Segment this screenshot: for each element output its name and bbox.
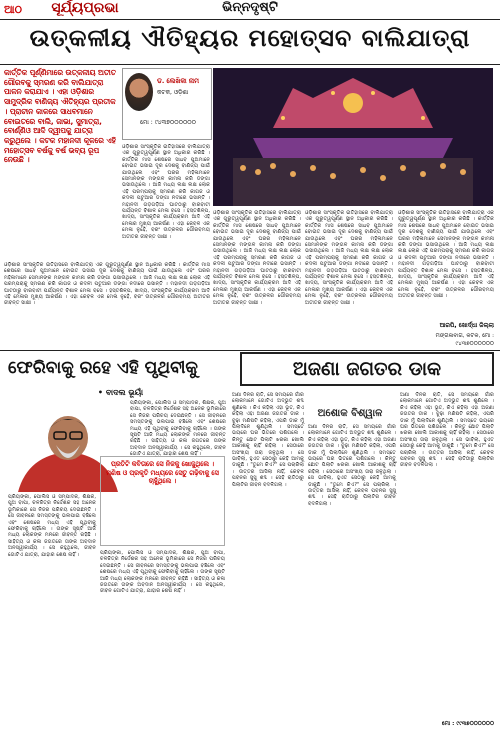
page-header — [0, 0, 500, 20]
article1-column-3: ଓଡ଼ିଶାର ସାଂସ୍କୃତିକ ଇତିହାସରେ ବାଲିଯାତ୍ରା ଏକ ଗୁରୁତ୍ୱପୂର୍ଣ୍ଣ ସ୍ଥାନ ଅଧିକାର କରିଛି । କାର୍ତ୍ତିକ ମାସ ଶେଷରେ ସାଧବ ପୁଅମାନେ ବୋଇତ ଭସାଇ ଦୂର ଦେଶକୁ ବାଣିଜ୍ୟ ପାଇଁ ଯାଉଥିଲେ ଏବଂ ଘରର ମହିଳାମାନେ ସେମାନଙ୍କ ମଙ୍ଗଳ କାମନା କରି ଡଙ୍ଗା ଭସାଉଥିଲେ । ଆଜି ମଧ୍ୟ ଲକ୍ଷ ଲକ୍ଷ ଲୋକ ଏହି ପରମ୍ପରାକୁ ସ୍ମରଣ କରି କାଗଜ ଓ କଦଳୀ ପଟୁଆର ଡଙ୍ଗା ନଦୀରେ ଭସାନ୍ତି । ମହାନଦୀ ଗଡ଼ଗଡ଼ିଆ ଘାଟଠାରୁ ବାରବାଟୀ ପର୍ଯ୍ୟନ୍ତ ବିଶାଳ ମେଳା ବସେ । ହସ୍ତଶିଳ୍ପ, ଖାଦ୍ୟ, ସାଂସ୍କୃତିକ କାର୍ଯ୍ୟକ୍ରମ ଆଦି ଏହି ମେଳାର ମୁଖ୍ୟ ଆକର୍ଷଣ । ଏହା କେବଳ ଏକ ମେଳା ନୁହେଁ, ବରଂ ଉତ୍କଳର ଗୌରବମୟ ଅତୀତର ଜୀବନ୍ତ ସାକ୍ଷୀ । — [305, 210, 393, 306]
author-box — [122, 68, 212, 140]
article2-column-2: ପ୍ରିୟଙ୍କା, ପୋଲିସ ଓ ସମ୍ପାଦକ, ଶିକ୍ଷକ, ପୁଅ ବାପା, ଚଳଚ୍ଚିତ୍ର ନିର୍ଦ୍ଦେଶକ ସହ ଅନେକ ଭୂମିକାରେ ସେ ନିଜର ପରିଚୟ ଦେଇଛନ୍ତି । ସେ ଜୀବନରେ ସମସ୍ତଙ୍କୁ ଭଲପାଇ ବଞ୍ଚିଲେ ଏବଂ ଶେଷରେ ମଧ୍ୟ ଏହି ପୃଥିବୀକୁ ଫେରିବାକୁ ଚାହିଁଲେ । ତାଙ୍କ ସୃଷ୍ଟି ଆଜି ମଧ୍ୟ ଲୋକଙ୍କ ମନରେ ଜୀବନ୍ତ ରହିଛି । ସାହିତ୍ୟ ଓ କଳା ଜଗତରେ ତାଙ୍କ ଅବଦାନ ଅନସ୍ୱୀକାର୍ଯ୍ୟ । ସେ କହୁଥିଲେ, ଜୀବନ ଗୋଟିଏ ଯାତ୍ରା, ଯାହାର ଶେଷ ନାହିଁ । — [100, 550, 225, 595]
divider — [0, 64, 500, 65]
article2-byline: • ବାଦଲ ଭୂୟାଁ — [97, 388, 144, 397]
page-number: ଆଠ — [4, 3, 22, 16]
article1-signature-address: ମଙ୍ଗଳାବାଗ, କଟକ, ମୋ : ୯୪୩୭୦୦୦୦୦୦ — [435, 333, 494, 347]
article3-column: ଅଣା ଦିନର ରାତି, ସେ ସମୟରେ ଗାଁର ଲୋକମାନେ ଗୋଟିଏ ଅଦ୍ଭୁତ ଶବ୍ଦ ଶୁଣିଲେ । କିଏ କହିଲା ଏହା ଭୂତ, କିଏ କହିଲା ଏହା ଅଜଣା ଜଗତର ଡାକ । ବୁଢ଼ା ମଣିଷଟି କହିଲା, ଏପରି ଡାକ ମୁଁ ପିଲାଦିନେ ଶୁଣିଥିଲି । ସମସ୍ତେ ଭୟରେ ଘର ଭିତରେ ପଶିଗଲେ । କିନ୍ତୁ ଛୋଟ ପିଲାଟି ଝରକା ଖୋଲି ଆକାଶକୁ ଚାହିଁ ରହିଲା । ସେଠାରେ ଅସଂଖ୍ୟ ତାରା ଜଳୁଥିଲା । ସେ ଭାବିଲା, ହୁଏତ ସେଠାରୁ କେହି ଆମକୁ ଡାକୁଛି । "ତୁମେ କିଏ?" ସେ ପଚାରିଲା । ଉତ୍ତର ଆସିଲା ନାହିଁ, କେବଳ ପବନର ସୁସୁ ଶବ୍ଦ । ସେହି ରାତିଠାରୁ ପିଲାଟିର ଜୀବନ ବଦଳିଗଲା । — [232, 392, 304, 488]
article1-column-5: ଓଡ଼ିଶାର ସାଂସ୍କୃତିକ ଇତିହାସରେ ବାଲିଯାତ୍ରା ଏକ ଗୁରୁତ୍ୱପୂର୍ଣ୍ଣ ସ୍ଥାନ ଅଧିକାର କରିଛି । କାର୍ତ୍ତିକ ମାସ ଶେଷରେ ସାଧବ ପୁଅମାନେ ବୋଇତ ଭସାଇ ଦୂର ଦେଶକୁ ବାଣିଜ୍ୟ ପାଇଁ ଯାଉଥିଲେ ଏବଂ ଘରର ମହିଳାମାନେ ସେମାନଙ୍କ ମଙ୍ଗଳ କାମନା କରି ଡଙ୍ଗା ଭସାଉଥିଲେ । ଆଜି ମଧ୍ୟ ଲକ୍ଷ ଲକ୍ଷ ଲୋକ ଏହି ପରମ୍ପରାକୁ ସ୍ମରଣ କରି କାଗଜ ଓ କଦଳୀ ପଟୁଆର ଡଙ୍ଗା ନଦୀରେ ଭସାନ୍ତି । ମହାନଦୀ ଗଡ଼ଗଡ଼ିଆ ଘାଟଠାରୁ ବାରବାଟୀ ପର୍ଯ୍ୟନ୍ତ ବିଶାଳ ମେଳା ବସେ । ହସ୍ତଶିଳ୍ପ, ଖାଦ୍ୟ, ସାଂସ୍କୃତିକ କାର୍ଯ୍ୟକ୍ରମ ଆଦି ଏହି ମେଳାର ମୁଖ୍ୟ ଆକର୍ଷଣ । ଏହା କେବଳ ଏକ ମେଳା ନୁହେଁ, ବରଂ ଉତ୍କଳର ଗୌରବମୟ ଅତୀତର ଜୀବନ୍ତ ସାକ୍ଷୀ । — [4, 262, 210, 307]
festival-illustration — [213, 68, 493, 206]
author-name: ଡ. ଲେଖିକା ନାମ — [157, 77, 199, 85]
article1-column-4: ଓଡ଼ିଶାର ସାଂସ୍କୃତିକ ଇତିହାସରେ ବାଲିଯାତ୍ରା ଏକ ଗୁରୁତ୍ୱପୂର୍ଣ୍ଣ ସ୍ଥାନ ଅଧିକାର କରିଛି । କାର୍ତ୍ତିକ ମାସ ଶେଷରେ ସାଧବ ପୁଅମାନେ ବୋଇତ ଭସାଇ ଦୂର ଦେଶକୁ ବାଣିଜ୍ୟ ପାଇଁ ଯାଉଥିଲେ ଏବଂ ଘରର ମହିଳାମାନେ ସେମାନଙ୍କ ମଙ୍ଗଳ କାମନା କରି ଡଙ୍ଗା ଭସାଉଥିଲେ । ଆଜି ମଧ୍ୟ ଲକ୍ଷ ଲକ୍ଷ ଲୋକ ଏହି ପରମ୍ପରାକୁ ସ୍ମରଣ କରି କାଗଜ ଓ କଦଳୀ ପଟୁଆର ଡଙ୍ଗା ନଦୀରେ ଭସାନ୍ତି । ମହାନଦୀ ଗଡ଼ଗଡ଼ିଆ ଘାଟଠାରୁ ବାରବାଟୀ ପର୍ଯ୍ୟନ୍ତ ବିଶାଳ ମେଳା ବସେ । ହସ୍ତଶିଳ୍ପ, ଖାଦ୍ୟ, ସାଂସ୍କୃତିକ କାର୍ଯ୍ୟକ୍ରମ ଆଦି ଏହି ମେଳାର ମୁଖ୍ୟ ଆକର୍ଷଣ । ଏହା କେବଳ ଏକ ମେଳା ନୁହେଁ, ବରଂ ଉତ୍କଳର ଗୌରବମୟ ଅତୀତର ଜୀବନ୍ତ ସାକ୍ଷୀ । — [398, 210, 494, 300]
pull-quote — [100, 456, 225, 546]
divider — [0, 350, 500, 351]
article3-subhead: ଅଶୋକ ବିଶ୍ୱାଳ — [317, 408, 383, 419]
article3-headline: ଅଜଣା ଜଗତର ଡାକ — [240, 352, 494, 386]
article1-lead: କାର୍ତ୍ତିକ ପୂର୍ଣ୍ଣିମାରେ ଉତ୍କଳୀୟ ଅତୀତ ଗୌରବକୁ ସ୍ମରଣ କରି ବାଲିଯାତ୍ରା ପାଳନ କରାଯାଏ । ଏହା ଓଡ଼ିଶାର ସାମୁଦ୍ରିକ ବାଣିଜ୍ୟ ଐତିହ୍ୟର ପ୍ରତୀକ । ପ୍ରାଚୀନ କାଳରେ ସାଧବମାନେ ବୋଇତରେ ବାଲି, ଜାଭା, ସୁମାତ୍ରା, ବୋର୍ଣ୍ଣିଓ ଆଦି ଦ୍ୱୀପକୁ ଯାତ୍ରା କରୁଥିଲେ । କଟକ ମହାନଦୀ କୂଳରେ ଏହି ମହୋତ୍ସବ ବର୍ଷକୁ ବର୍ଷ ଭବ୍ୟ ରୂପ ନେଉଛି । — [4, 68, 117, 165]
article1-headline: ଉତ୍କଳୀୟ ଐତିହ୍ୟର ମହୋତ୍ସବ ବାଲିଯାତ୍ରା — [29, 24, 471, 52]
author-phone: ମୋ : ୯୪୩୭୦୦୦୦୦୦ — [140, 119, 196, 126]
author-location: କଟକ, ଓଡ଼ିଶା — [157, 89, 189, 96]
author-photo — [125, 73, 153, 111]
article2-column: ପ୍ରିୟଙ୍କା, ପୋଲିସ ଓ ସମ୍ପାଦକ, ଶିକ୍ଷକ, ପୁଅ ବାପା, ଚଳଚ୍ଚିତ୍ର ନିର୍ଦ୍ଦେଶକ ସହ ଅନେକ ଭୂମିକାରେ ସେ ନିଜର ପରିଚୟ ଦେଇଛନ୍ତି । ସେ ଜୀବନରେ ସମସ୍ତଙ୍କୁ ଭଲପାଇ ବଞ୍ଚିଲେ ଏବଂ ଶେଷରେ ମଧ୍ୟ ଏହି ପୃଥିବୀକୁ ଫେରିବାକୁ ଚାହିଁଲେ । ତାଙ୍କ ସୃଷ୍ଟି ଆଜି ମଧ୍ୟ ଲୋକଙ୍କ ମନରେ ଜୀବନ୍ତ ରହିଛି । ସାହିତ୍ୟ ଓ କଳା ଜଗତରେ ତାଙ୍କ ଅବଦାନ ଅନସ୍ୱୀକାର୍ଯ୍ୟ । ସେ କହୁଥିଲେ, ଜୀବନ ଗୋଟିଏ ଯାତ୍ରା, ଯାହାର ଶେଷ ନାହିଁ । — [8, 494, 96, 558]
section-title: ଭିନ୍ନଦୃଷ୍ଟି — [222, 0, 278, 15]
article3-column-2: ଅଣା ଦିନର ରାତି, ସେ ସମୟରେ ଗାଁର ଲୋକମାନେ ଗୋଟିଏ ଅଦ୍ଭୁତ ଶବ୍ଦ ଶୁଣିଲେ । କିଏ କହିଲା ଏହା ଭୂତ, କିଏ କହିଲା ଏହା ଅଜଣା ଜଗତର ଡାକ । ବୁଢ଼ା ମଣିଷଟି କହିଲା, ଏପରି ଡାକ ମୁଁ ପିଲାଦିନେ ଶୁଣିଥିଲି । ସମସ୍ତେ ଭୟରେ ଘର ଭିତରେ ପଶିଗଲେ । କିନ୍ତୁ ଛୋଟ ପିଲାଟି ଝରକା ଖୋଲି ଆକାଶକୁ ଚାହିଁ ରହିଲା । ସେଠାରେ ଅସଂଖ୍ୟ ତାରା ଜଳୁଥିଲା । ସେ ଭାବିଲା, ହୁଏତ ସେଠାରୁ କେହି ଆମକୁ ଡାକୁଛି । "ତୁମେ କିଏ?" ସେ ପଚାରିଲା । ଉତ୍ତର ଆସିଲା ନାହିଁ, କେବଳ ପବନର ସୁସୁ ଶବ୍ଦ । ସେହି ରାତିଠାରୁ ପିଲାଟିର ଜୀବନ ବଦଳିଗଲା । — [308, 424, 396, 507]
article2-headline: ଫେରିବାକୁ ରହେ ଏହି ପୃଥିବୀକୁ — [8, 358, 233, 386]
masthead: ସୂର୍ଯ୍ୟପ୍ରଭା — [51, 0, 119, 16]
article1-column: ଓଡ଼ିଶାର ସାଂସ୍କୃତିକ ଇତିହାସରେ ବାଲିଯାତ୍ରା ଏକ ଗୁରୁତ୍ୱପୂର୍ଣ୍ଣ ସ୍ଥାନ ଅଧିକାର କରିଛି । କାର୍ତ୍ତିକ ମାସ ଶେଷରେ ସାଧବ ପୁଅମାନେ ବୋଇତ ଭସାଇ ଦୂର ଦେଶକୁ ବାଣିଜ୍ୟ ପାଇଁ ଯାଉଥିଲେ ଏବଂ ଘରର ମହିଳାମାନେ ସେମାନଙ୍କ ମଙ୍ଗଳ କାମନା କରି ଡଙ୍ଗା ଭସାଉଥିଲେ । ଆଜି ମଧ୍ୟ ଲକ୍ଷ ଲକ୍ଷ ଲୋକ ଏହି ପରମ୍ପରାକୁ ସ୍ମରଣ କରି କାଗଜ ଓ କଦଳୀ ପଟୁଆର ଡଙ୍ଗା ନଦୀରେ ଭସାନ୍ତି । ମହାନଦୀ ଗଡ଼ଗଡ଼ିଆ ଘାଟଠାରୁ ବାରବାଟୀ ପର୍ଯ୍ୟନ୍ତ ବିଶାଳ ମେଳା ବସେ । ହସ୍ତଶିଳ୍ପ, ଖାଦ୍ୟ, ସାଂସ୍କୃତିକ କାର୍ଯ୍ୟକ୍ରମ ଆଦି ଏହି ମେଳାର ମୁଖ୍ୟ ଆକର୍ଷଣ । ଏହା କେବଳ ଏକ ମେଳା ନୁହେଁ, ବରଂ ଉତ୍କଳର ଗୌରବମୟ ଅତୀତର ଜୀବନ୍ତ ସାକ୍ଷୀ । — [122, 144, 210, 240]
article3-author-phone: ମୋ : ୯୯୩୭୦୦୦୦୦୦ — [441, 721, 494, 727]
article1-signature: ଆରପି, ଖୋର୍ଦ୍ଧା ଜିଲ୍ଲା — [439, 322, 494, 329]
pull-quote-text: ପ୍ରତିଟି କବିତାରେ ସେ ନିଜକୁ ଖୋଜୁଥିଲେ । ମଣିଷ ଓ ପ୍ରକୃତି ମଧ୍ୟରେ ସେତୁ ଗଢ଼ିବାକୁ ସେ ଚାହୁଁଥିଲେ । — [106, 460, 219, 486]
article2-column-3: ପ୍ରିୟଙ୍କା, ପୋଲିସ ଓ ସମ୍ପାଦକ, ଶିକ୍ଷକ, ପୁଅ ବାପା, ଚଳଚ୍ଚିତ୍ର ନିର୍ଦ୍ଦେଶକ ସହ ଅନେକ ଭୂମିକାରେ ସେ ନିଜର ପରିଚୟ ଦେଇଛନ୍ତି । ସେ ଜୀବନରେ ସମସ୍ତଙ୍କୁ ଭଲପାଇ ବଞ୍ଚିଲେ ଏବଂ ଶେଷରେ ମଧ୍ୟ ଏହି ପୃଥିବୀକୁ ଫେରିବାକୁ ଚାହିଁଲେ । ତାଙ୍କ ସୃଷ୍ଟି ଆଜି ମଧ୍ୟ ଲୋକଙ୍କ ମନରେ ଜୀବନ୍ତ ରହିଛି । ସାହିତ୍ୟ ଓ କଳା ଜଗତରେ ତାଙ୍କ ଅବଦାନ ଅନସ୍ୱୀକାର୍ଯ୍ୟ । ସେ କହୁଥିଲେ, ଜୀବନ ଗୋଟିଏ ଯାତ୍ରା, ଯାହାର ଶେଷ ନାହିଁ । — [130, 400, 226, 458]
article3-column-3: ଅଣା ଦିନର ରାତି, ସେ ସମୟରେ ଗାଁର ଲୋକମାନେ ଗୋଟିଏ ଅଦ୍ଭୁତ ଶବ୍ଦ ଶୁଣିଲେ । କିଏ କହିଲା ଏହା ଭୂତ, କିଏ କହିଲା ଏହା ଅଜଣା ଜଗତର ଡାକ । ବୁଢ଼ା ମଣିଷଟି କହିଲା, ଏପରି ଡାକ ମୁଁ ପିଲାଦିନେ ଶୁଣିଥିଲି । ସମସ୍ତେ ଭୟରେ ଘର ଭିତରେ ପଶିଗଲେ । କିନ୍ତୁ ଛୋଟ ପିଲାଟି ଝରକା ଖୋଲି ଆକାଶକୁ ଚାହିଁ ରହିଲା । ସେଠାରେ ଅସଂଖ୍ୟ ତାରା ଜଳୁଥିଲା । ସେ ଭାବିଲା, ହୁଏତ ସେଠାରୁ କେହି ଆମକୁ ଡାକୁଛି । "ତୁମେ କିଏ?" ସେ ପଚାରିଲା । ଉତ୍ତର ଆସିଲା ନାହିଁ, କେବଳ ପବନର ସୁସୁ ଶବ୍ଦ । ସେହି ରାତିଠାରୁ ପିଲାଟିର ଜୀବନ ବଦଳିଗଲା । — [400, 392, 494, 469]
article1-column-2: ଓଡ଼ିଶାର ସାଂସ୍କୃତିକ ଇତିହାସରେ ବାଲିଯାତ୍ରା ଏକ ଗୁରୁତ୍ୱପୂର୍ଣ୍ଣ ସ୍ଥାନ ଅଧିକାର କରିଛି । କାର୍ତ୍ତିକ ମାସ ଶେଷରେ ସାଧବ ପୁଅମାନେ ବୋଇତ ଭସାଇ ଦୂର ଦେଶକୁ ବାଣିଜ୍ୟ ପାଇଁ ଯାଉଥିଲେ ଏବଂ ଘରର ମହିଳାମାନେ ସେମାନଙ୍କ ମଙ୍ଗଳ କାମନା କରି ଡଙ୍ଗା ଭସାଉଥିଲେ । ଆଜି ମଧ୍ୟ ଲକ୍ଷ ଲକ୍ଷ ଲୋକ ଏହି ପରମ୍ପରାକୁ ସ୍ମରଣ କରି କାଗଜ ଓ କଦଳୀ ପଟୁଆର ଡଙ୍ଗା ନଦୀରେ ଭସାନ୍ତି । ମହାନଦୀ ଗଡ଼ଗଡ଼ିଆ ଘାଟଠାରୁ ବାରବାଟୀ ପର୍ଯ୍ୟନ୍ତ ବିଶାଳ ମେଳା ବସେ । ହସ୍ତଶିଳ୍ପ, ଖାଦ୍ୟ, ସାଂସ୍କୃତିକ କାର୍ଯ୍ୟକ୍ରମ ଆଦି ଏହି ମେଳାର ମୁଖ୍ୟ ଆକର୍ଷଣ । ଏହା କେବଳ ଏକ ମେଳା ନୁହେଁ, ବରଂ ଉତ୍କଳର ଗୌରବମୟ ଅତୀତର ଜୀବନ୍ତ ସାକ୍ଷୀ । — [213, 210, 301, 306]
festival-photo — [213, 68, 493, 206]
